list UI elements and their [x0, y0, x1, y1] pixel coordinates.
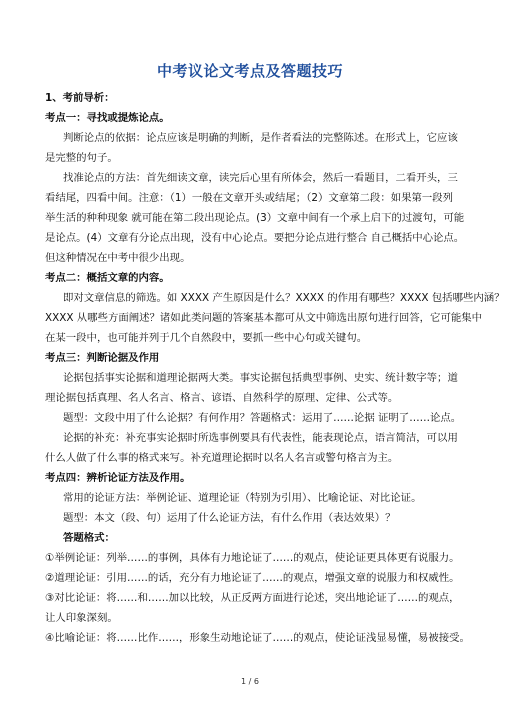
paragraph-line: 题型：本文（段、句）运用了什么论证方法，有什么作用（表达效果）？	[63, 512, 396, 524]
paragraph-line: 举生活的种种现象 就可能在第二段出现论点。(3）文章中间有一个承上启下的过渡句，可能	[45, 212, 465, 224]
paragraph-line: 论据包括事实论据和道理论据两大类。事实论据包括典型事例、史实、统计数字等；道	[63, 372, 458, 384]
point-heading: 考点四：辨析论证方法及作用。	[45, 472, 191, 484]
paragraph-line: 找准论点的方法：首先细读文章，读完后心里有所体会，然后一看题目，二看开头，三	[63, 172, 458, 184]
point-heading: 考点二：概括文章的内容。	[45, 272, 170, 284]
list-item: ③对比论证：将……和……加以比较，从正反两方面进行论述，突出地论证了……的观点，	[45, 592, 460, 604]
section-heading: 1、考前导析：	[45, 92, 115, 104]
point-heading: 考点三：判断论据及作用	[45, 352, 160, 364]
paragraph-line: 理论据包括真理、名人名言、格言、谚语、自然科学的原理、定律、公式等。	[45, 392, 399, 404]
list-item: ②道理论证：引用……的话，充分有力地论证了……的观点，增强文章的说服力和权威性。	[45, 572, 460, 584]
list-item: 让人印象深刻。	[45, 612, 118, 624]
document-title: 中考议论文考点及答题技巧	[156, 62, 343, 80]
paragraph-line: 论据的补充：补充事实论据时所选事例要具有代表性，能表现论点，语言简洁，可以用	[63, 432, 458, 444]
paragraph-line: 是论点。(4）文章有分论点出现，没有中心论点。要把分论点进行整合 自己概括中心论点。	[45, 232, 465, 244]
paragraph-line: 看结尾，四看中间。注意：（1）一般在文章开头或结尾；（2）文章第二段：如果第一段列	[45, 192, 454, 204]
paragraph-line: 但这种情况在中考中很少出现。	[45, 252, 191, 264]
answer-format-heading: 答题格式：	[63, 532, 115, 544]
paragraph-line: 在某一段中，也可能并列于几个自然段中，要抓一些中心句或关键句。	[45, 332, 368, 344]
page-number: 1 / 6	[241, 677, 259, 686]
paragraph-line: 即对文章信息的筛选。如 XXXX 产生原因是什么？XXXX 的作用有哪些？XXXX 包括哪些内涵？	[63, 292, 505, 304]
list-item: ④比喻论证：将……比作……，形象生动地论证了……的观点，使论证浅显易懂，易被接受。	[45, 632, 470, 644]
paragraph-line: 常用的论证方法：举例论证、道理论证（特别为引用）、比喻论证、对比论证。	[63, 492, 422, 504]
list-item: ①举例论证：列举……的事例，具体有力地论证了……的观点，使论证更具体更有说服力。	[45, 552, 460, 564]
point-heading: 考点一：寻找或提炼论点。	[45, 112, 170, 124]
paragraph-line: 题型：文段中用了什么论据？有何作用？答题格式：运用了……论据 证明了……论点。	[63, 412, 462, 424]
paragraph-line: 判断论点的依据：论点应该是明确的判断，是作者看法的完整陈述。在形式上，它应该	[63, 132, 458, 144]
paragraph-line: 是完整的句子。	[45, 152, 118, 164]
paragraph-line: XXXX 从哪些方面阐述？诸如此类问题的答案基本都可从文中筛选出原句进行回答，它可能集中	[45, 312, 483, 324]
paragraph-line: 什么人做了什么事的格式来写。补充道理论据时以名人名言或警句格言为主。	[45, 452, 399, 464]
